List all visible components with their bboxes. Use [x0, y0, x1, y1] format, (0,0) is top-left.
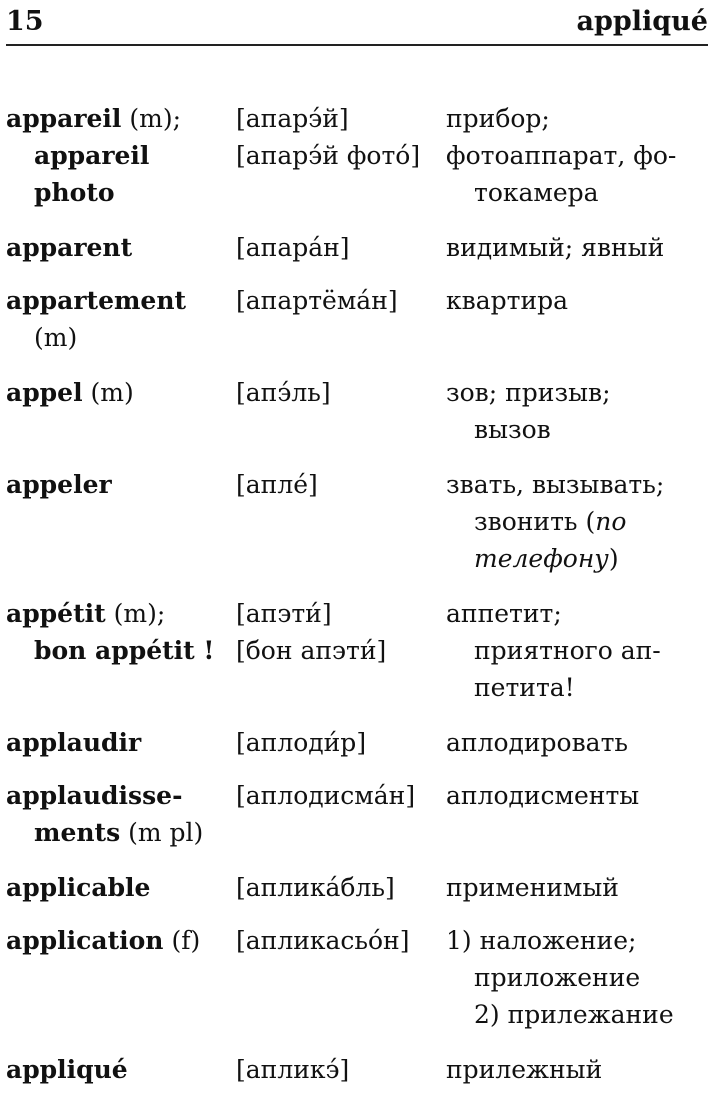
pronunciation: [апарэ́й]: [236, 104, 349, 133]
translation: зов; призыв;: [446, 378, 611, 407]
pronunciation: [апле́]: [236, 470, 318, 499]
headword: appareil: [6, 104, 122, 133]
translation: звать, вызывать;: [446, 470, 665, 499]
translation: аплодисменты: [446, 781, 640, 810]
pronunciation: [аплоди́р]: [236, 728, 367, 757]
entry-applique: [6, 1051, 708, 1088]
translation-italic-cont: телефону: [474, 544, 609, 573]
pronunciation: [апара́н]: [236, 233, 350, 262]
translation: прибор;: [446, 104, 550, 133]
translation: аплодировать: [446, 728, 629, 757]
sub-headword: appareil: [34, 141, 150, 170]
translation-paren: ): [608, 544, 619, 573]
headword: appeler: [6, 470, 112, 499]
entry-appetit: [6, 595, 708, 706]
translation: аппетит;: [446, 599, 562, 628]
sub-translation-cont: токамера: [474, 178, 599, 207]
page-header: [6, 0, 708, 46]
sub-translation-cont: петита!: [474, 673, 575, 702]
headword: applicable: [6, 873, 151, 902]
translation-cont-2: 2) прилежание: [474, 1000, 674, 1029]
grammar-note: (m): [90, 378, 134, 407]
headword: appliqué: [6, 1055, 128, 1084]
entry-apparent: [6, 229, 708, 266]
entry-appartement: [6, 282, 708, 356]
grammar-note: (f): [171, 926, 201, 955]
pronunciation: [апликасьо́н]: [236, 926, 410, 955]
translation: применимый: [446, 873, 619, 902]
sub-headword-cont: photo: [34, 178, 115, 207]
grammar-note: (m);: [129, 104, 182, 133]
sub-headword: bon appétit !: [34, 636, 215, 665]
headword: appel: [6, 378, 83, 407]
pronunciation: [аплика́бль]: [236, 873, 395, 902]
dictionary-entries: [6, 100, 708, 1104]
translation: прилежный: [446, 1055, 603, 1084]
translation: видимый; явный: [446, 233, 665, 262]
headword: applaudisse-: [6, 781, 183, 810]
sub-translation: фотоаппарат, фо-: [446, 141, 677, 170]
translation: квартира: [446, 286, 569, 315]
page-number: 15: [6, 6, 44, 37]
pronunciation: [апликэ́]: [236, 1055, 350, 1084]
entry-applicable: [6, 869, 708, 906]
entry-appel: [6, 374, 708, 448]
entry-applaudissements: [6, 777, 708, 851]
translation: 1) наложение;: [446, 926, 637, 955]
sub-translation: приятного ап-: [474, 636, 661, 665]
headword: appartement: [6, 286, 187, 315]
grammar-note: (m): [34, 323, 78, 352]
translation-cont: вызов: [474, 415, 551, 444]
pronunciation: [аплодисма́н]: [236, 781, 416, 810]
headword: appétit: [6, 599, 106, 628]
translation-cont: приложение: [474, 963, 641, 992]
grammar-note: (m);: [113, 599, 166, 628]
pronunciation: [апэ́ль]: [236, 378, 331, 407]
entry-application: [6, 922, 708, 1033]
translation-italic: по: [595, 507, 627, 536]
running-head: appliqué: [576, 6, 708, 37]
translation-cont: звонить (: [474, 507, 596, 536]
headword: apparent: [6, 233, 133, 262]
entry-applaudir: [6, 724, 708, 761]
headword: application: [6, 926, 164, 955]
headword-cont: ments: [34, 818, 121, 847]
sub-pronunciation: [бон апэти́]: [236, 636, 387, 665]
pronunciation: [апэти́]: [236, 599, 332, 628]
sub-pronunciation: [апарэ́й фото́]: [236, 141, 421, 170]
pronunciation: [апартёма́н]: [236, 286, 398, 315]
headword: applaudir: [6, 728, 142, 757]
grammar-note: (m pl): [128, 818, 204, 847]
entry-appeler: [6, 466, 708, 577]
entry-appareil: [6, 100, 708, 211]
